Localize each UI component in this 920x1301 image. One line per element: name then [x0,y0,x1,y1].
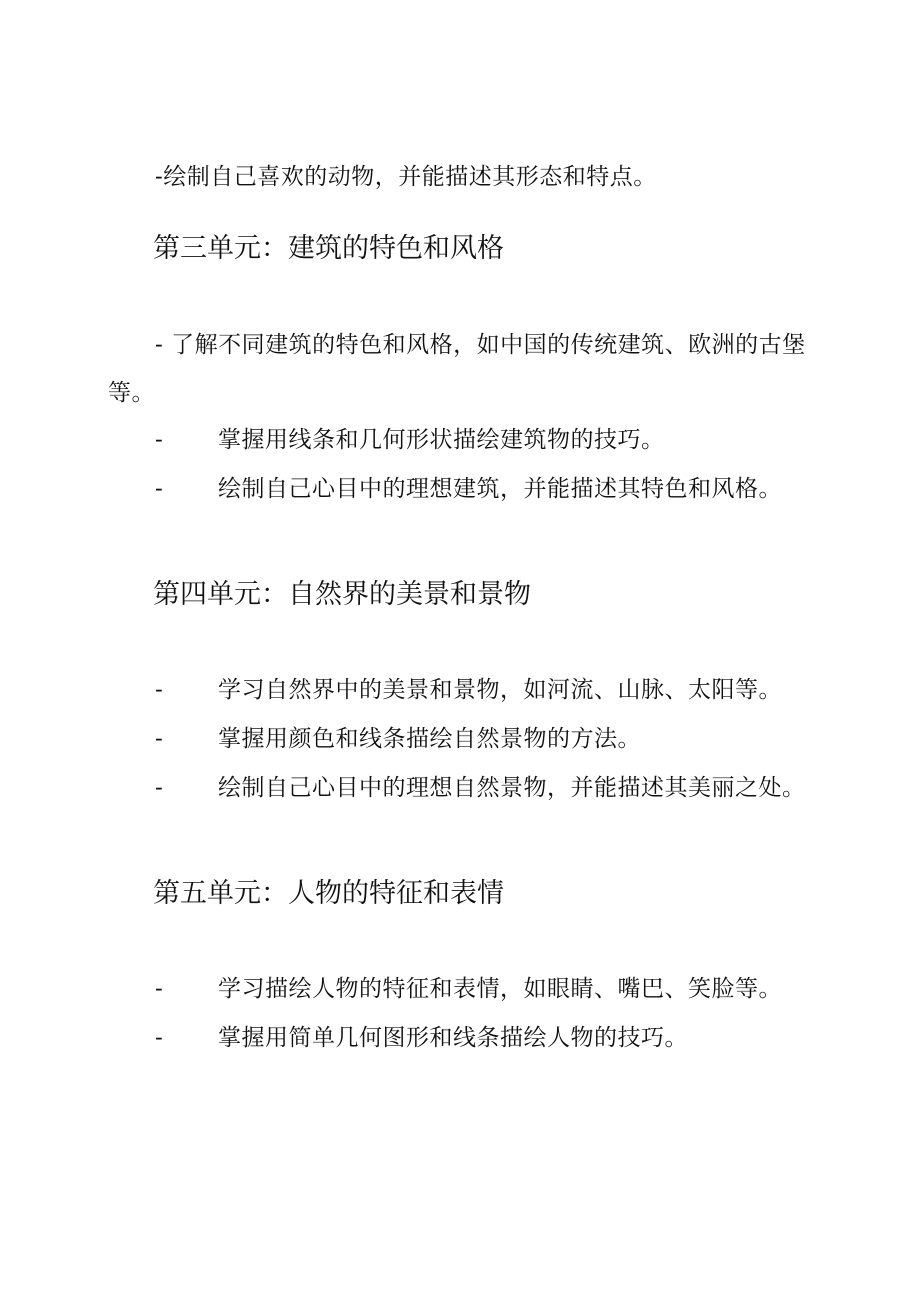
section-3-paragraph-line-2: 等。 [108,380,155,406]
section-3-item-2: 绘制自己心目中的理想建筑，并能描述其特色和风格。 [218,476,782,502]
bullet-dash: - [155,775,163,801]
bullet-dash: - [155,427,163,453]
section-4-item-3: 绘制自己心目中的理想自然景物，并能描述其美丽之处。 [218,775,806,801]
section-4-item-2: 掌握用颜色和线条描绘自然景物的方法。 [218,726,641,752]
intro-line: -绘制自己喜欢的动物，并能描述其形态和特点。 [155,164,657,190]
section-5-item-2: 掌握用简单几何图形和线条描绘人物的技巧。 [218,1025,688,1051]
bullet-dash: - [155,976,163,1002]
bullet-dash: - [155,476,163,502]
section-3-paragraph-line-1: - 了解不同建筑的特色和风格，如中国的传统建筑、欧洲的古堡 [155,332,806,358]
bullet-dash: - [155,1025,163,1051]
section-heading-5: 第五单元：人物的特征和表情 [153,878,504,909]
section-5-item-1: 学习描绘人物的特征和表情，如眼睛、嘴巴、笑脸等。 [218,976,782,1002]
bullet-dash: - [155,677,163,703]
section-4-item-1: 学习自然界中的美景和景物，如河流、山脉、太阳等。 [218,677,782,703]
bullet-dash: - [155,726,163,752]
section-heading-4: 第四单元：自然界的美景和景物 [153,579,531,610]
section-3-item-1: 掌握用线条和几何形状描绘建筑物的技巧。 [218,427,665,453]
section-heading-3: 第三单元：建筑的特色和风格 [153,233,504,264]
